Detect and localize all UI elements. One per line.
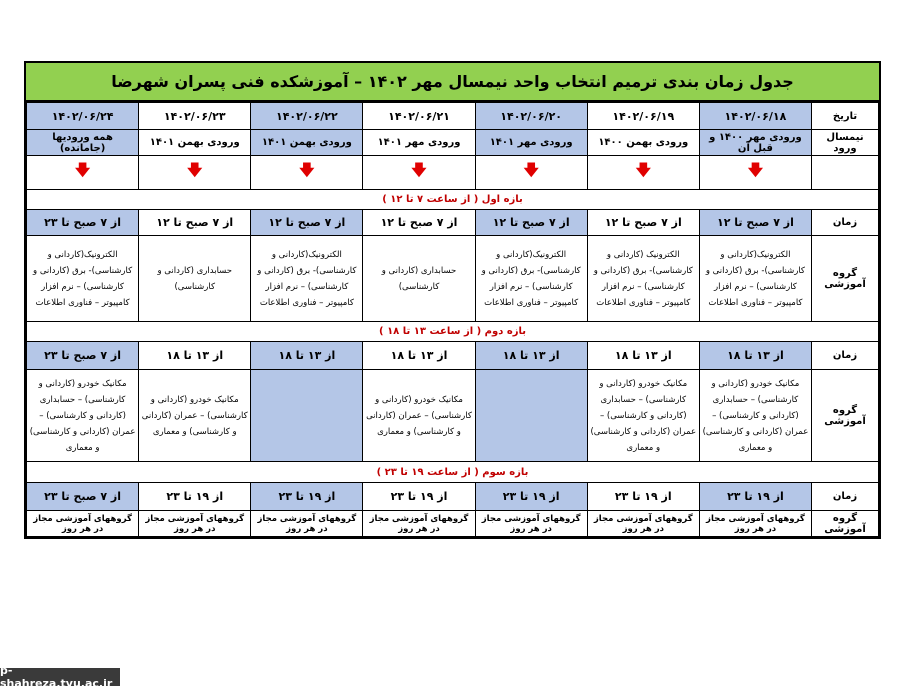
group-cell: الکترونیک (کاردانی و کارشناسی)- برق (کاردانی و کارشناسی) – نرم افزار کامپیوتر – فناوری اطلاعات bbox=[587, 236, 699, 322]
group-cell bbox=[475, 370, 587, 462]
time-cell: از ۱۹ تا ۲۳ bbox=[587, 483, 699, 511]
row-label-time: زمان bbox=[812, 483, 879, 511]
date-cell: ۱۴۰۲/۰۶/۲۰ bbox=[475, 103, 587, 130]
time-cell: از ۷ صبح تا ۲۳ bbox=[27, 210, 139, 236]
time-cell: از ۱۳ تا ۱۸ bbox=[475, 342, 587, 370]
down-arrow-icon: 🡇 bbox=[363, 156, 475, 190]
time-cell: از ۷ صبح تا ۱۲ bbox=[475, 210, 587, 236]
group-cell: گروههای آموزشی مجاز در هر روز bbox=[251, 511, 363, 537]
down-arrow-icon: 🡇 bbox=[699, 156, 811, 190]
semester-cell: ورودی بهمن ۱۴۰۱ bbox=[251, 130, 363, 156]
period-banner: بازه اول ( از ساعت ۷ تا ۱۲ ) bbox=[27, 190, 879, 210]
time-cell: از ۷ صبح تا ۱۲ bbox=[587, 210, 699, 236]
arrow-row bbox=[27, 156, 879, 190]
time-cell: از ۱۳ تا ۱۸ bbox=[363, 342, 475, 370]
down-arrow-icon: 🡇 bbox=[27, 156, 139, 190]
time-cell: از ۱۳ تا ۱۸ bbox=[251, 342, 363, 370]
date-cell: ۱۴۰۲/۰۶/۲۴ bbox=[27, 103, 139, 130]
semester-cell: ورودی بهمن ۱۴۰۰ bbox=[587, 130, 699, 156]
group-cell: مکانیک خودرو (کاردانی و کارشناسی) – عمران (کاردانی و کارشناسی) و معماری bbox=[139, 370, 251, 462]
schedule-table bbox=[24, 61, 881, 539]
period-banner-row bbox=[27, 190, 879, 210]
time-cell: از ۱۹ تا ۲۳ bbox=[139, 483, 251, 511]
group-row bbox=[27, 370, 879, 462]
row-label-time: زمان bbox=[812, 342, 879, 370]
date-row bbox=[27, 103, 879, 130]
period-banner: بازه سوم ( از ساعت ۱۹ تا ۲۳ ) bbox=[27, 462, 879, 483]
date-cell: ۱۴۰۲/۰۶/۱۹ bbox=[587, 103, 699, 130]
row-label-date: تاریخ bbox=[812, 103, 879, 130]
group-cell: مکانیک خودرو (کاردانی و کارشناسی) – عمران (کاردانی و کارشناسی) و معماری bbox=[363, 370, 475, 462]
group-cell: حسابداری (کاردانی و کارشناسی) bbox=[363, 236, 475, 322]
time-row bbox=[27, 342, 879, 370]
semester-cell: همه ورودیها (جامانده) bbox=[27, 130, 139, 156]
group-row bbox=[27, 511, 879, 537]
date-cell: ۱۴۰۲/۰۶/۲۳ bbox=[139, 103, 251, 130]
group-cell: الکترونیک(کاردانی و کارشناسی)- برق (کاردانی و کارشناسی) – نرم افزار کامپیوتر – فناوری اطلاعات bbox=[251, 236, 363, 322]
row-label-group: گروه آموزشی bbox=[812, 370, 879, 462]
period-banner-row bbox=[27, 322, 879, 342]
row-label-time: زمان bbox=[812, 210, 879, 236]
time-cell: از ۷ صبح تا ۱۲ bbox=[363, 210, 475, 236]
group-cell: مکانیک خودرو (کاردانی و کارشناسی) – حسابداری (کاردانی و کارشناسی) – عمران (کاردانی و کارشناسی) و معماری bbox=[699, 370, 811, 462]
time-cell: از ۱۹ تا ۲۳ bbox=[363, 483, 475, 511]
time-cell: از ۷ صبح تا ۲۳ bbox=[27, 342, 139, 370]
group-cell bbox=[251, 370, 363, 462]
group-cell: گروههای آموزشی مجاز در هر روز bbox=[475, 511, 587, 537]
time-cell: از ۷ صبح تا ۱۲ bbox=[699, 210, 811, 236]
time-cell: از ۱۳ تا ۱۸ bbox=[139, 342, 251, 370]
group-cell: گروههای آموزشی مجاز در هر روز bbox=[587, 511, 699, 537]
time-cell: از ۷ صبح تا ۱۲ bbox=[139, 210, 251, 236]
down-arrow-icon: 🡇 bbox=[475, 156, 587, 190]
time-cell: از ۱۳ تا ۱۸ bbox=[587, 342, 699, 370]
period-banner-row bbox=[27, 462, 879, 483]
group-row bbox=[27, 236, 879, 322]
semester-row bbox=[27, 130, 879, 156]
date-cell: ۱۴۰۲/۰۶/۲۱ bbox=[363, 103, 475, 130]
semester-cell: ورودی مهر ۱۴۰۱ bbox=[363, 130, 475, 156]
group-cell: گروههای آموزشی مجاز در هر روز bbox=[363, 511, 475, 537]
semester-cell: ورودی مهر ۱۴۰۰ و قبل آن bbox=[699, 130, 811, 156]
group-cell: مکانیک خودرو (کاردانی و کارشناسی) – حسابداری (کاردانی و کارشناسی) – عمران (کاردانی و کارشناسی) و معماری bbox=[587, 370, 699, 462]
schedule-grid bbox=[26, 102, 879, 537]
time-cell: از ۱۳ تا ۱۸ bbox=[699, 342, 811, 370]
group-cell: گروههای آموزشی مجاز در هر روز bbox=[27, 511, 139, 537]
group-cell: الکترونیک(کاردانی و کارشناسی)- برق (کاردانی و کارشناسی) – نرم افزار کامپیوتر – فناوری اطلاعات bbox=[475, 236, 587, 322]
time-cell: از ۱۹ تا ۲۳ bbox=[475, 483, 587, 511]
page-title: جدول زمان بندی ترمیم انتخاب واحد نیمسال مهر ۱۴۰۲ – آموزشکده فنی پسران شهرضا bbox=[26, 63, 879, 102]
time-cell: از ۷ صبح تا ۱۲ bbox=[251, 210, 363, 236]
arrow-spacer bbox=[812, 156, 879, 190]
row-label-group: گروه آموزشی bbox=[812, 511, 879, 537]
date-cell: ۱۴۰۲/۰۶/۲۲ bbox=[251, 103, 363, 130]
site-url: p-shahreza.tvu.ac.ir bbox=[0, 668, 120, 686]
row-label-semester: نیمسال ورود bbox=[812, 130, 879, 156]
group-cell: گروههای آموزشی مجاز در هر روز bbox=[699, 511, 811, 537]
time-cell: از ۷ صبح تا ۲۳ bbox=[27, 483, 139, 511]
down-arrow-icon: 🡇 bbox=[139, 156, 251, 190]
row-label-group: گروه آموزشی bbox=[812, 236, 879, 322]
down-arrow-icon: 🡇 bbox=[251, 156, 363, 190]
time-row bbox=[27, 483, 879, 511]
date-cell: ۱۴۰۲/۰۶/۱۸ bbox=[699, 103, 811, 130]
group-cell: حسابداری (کاردانی و کارشناسی) bbox=[139, 236, 251, 322]
period-banner: بازه دوم ( از ساعت ۱۳ تا ۱۸ ) bbox=[27, 322, 879, 342]
semester-cell: ورودی مهر ۱۴۰۱ bbox=[475, 130, 587, 156]
group-cell: گروههای آموزشی مجاز در هر روز bbox=[139, 511, 251, 537]
time-cell: از ۱۹ تا ۲۳ bbox=[699, 483, 811, 511]
group-cell: مکانیک خودرو (کاردانی و کارشناسی) – حسابداری (کاردانی و کارشناسی) – عمران (کاردانی و کارشناسی) و معماری bbox=[27, 370, 139, 462]
group-cell: الکترونیک(کاردانی و کارشناسی)- برق (کاردانی و کارشناسی) – نرم افزار کامپیوتر – فناوری اطلاعات bbox=[699, 236, 811, 322]
time-cell: از ۱۹ تا ۲۳ bbox=[251, 483, 363, 511]
time-row bbox=[27, 210, 879, 236]
semester-cell: ورودی بهمن ۱۴۰۱ bbox=[139, 130, 251, 156]
group-cell: الکترونیک(کاردانی و کارشناسی)- برق (کاردانی و کارشناسی) – نرم افزار کامپیوتر – فناوری اطلاعات bbox=[27, 236, 139, 322]
down-arrow-icon: 🡇 bbox=[587, 156, 699, 190]
